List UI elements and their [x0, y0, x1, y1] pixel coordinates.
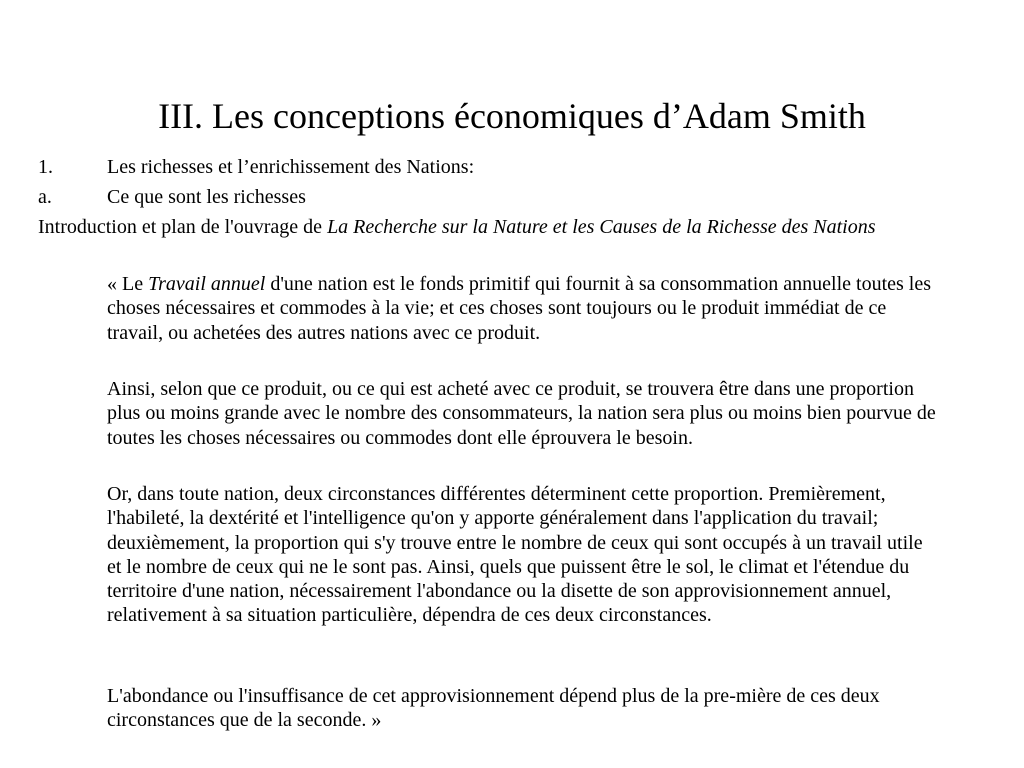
item-number: a. [38, 186, 52, 208]
item-number: 1. [38, 156, 53, 178]
quote-open: « Le [107, 273, 149, 295]
quote-p1-rest: d'une nation est le fonds primitif qui fournit à sa consommation annuelle toutes les choses nécessaires et commodes à la vie; et ces choses sont toujours ou le produit immédiat de ce travail, ou achetées des autres nations avec ce produit. [107, 273, 932, 344]
book-title: La Recherche sur la Nature et les Causes de la Richesse des Nations [327, 216, 876, 238]
intro-prefix: Introduction et plan de l'ouvrage de [38, 216, 328, 238]
quote-paragraph-2: Ainsi, selon que ce produit, ou ce qui est acheté avec ce produit, se trouvera être dans une proportion plus ou moins grande avec le nombre des consommateurs, la nation sera plus ou moins bien pourvue de toutes les choses nécessaires ou commodes dont elle éprouvera le besoin. [107, 378, 936, 449]
numbered-item-1 [38, 155, 474, 179]
item-text: Les richesses et l’enrichissement des Nations: [107, 156, 475, 178]
slide-title: III. Les conceptions économiques d’Adam Smith [158, 96, 866, 136]
quote-paragraph-1 [107, 272, 937, 345]
intro-paragraph [38, 215, 987, 239]
quote-paragraph-4: L'abondance ou l'insuffisance de cet approvisionnement dépend plus de la pre-mière de ces deux circonstances que de la seconde. » [107, 685, 880, 732]
item-text: Ce que sont les richesses [107, 186, 306, 208]
numbered-item-a [38, 185, 306, 209]
quote-paragraph-3: Or, dans toute nation, deux circonstances différentes déterminent cette proportion. Premièrement, l'habileté, la dextérité et l'intelligence qu'on y apporte généralement dans l'application du travail; deuxièmement, la proportion qui s'y trouve entre le nombre de ceux qui sont occupés à un travail utile et le nombre de ceux qui ne le sont pas. Ainsi, quels que puissent être le sol, le climat et l'étendue du territoire d'une nation, nécessairement l'abondance ou la disette de son approvisionnement annuel, relativement à sa situation particulière, dépendra de ces deux circonstances. [107, 483, 923, 627]
quote-italic-term: Travail annuel [148, 273, 266, 295]
